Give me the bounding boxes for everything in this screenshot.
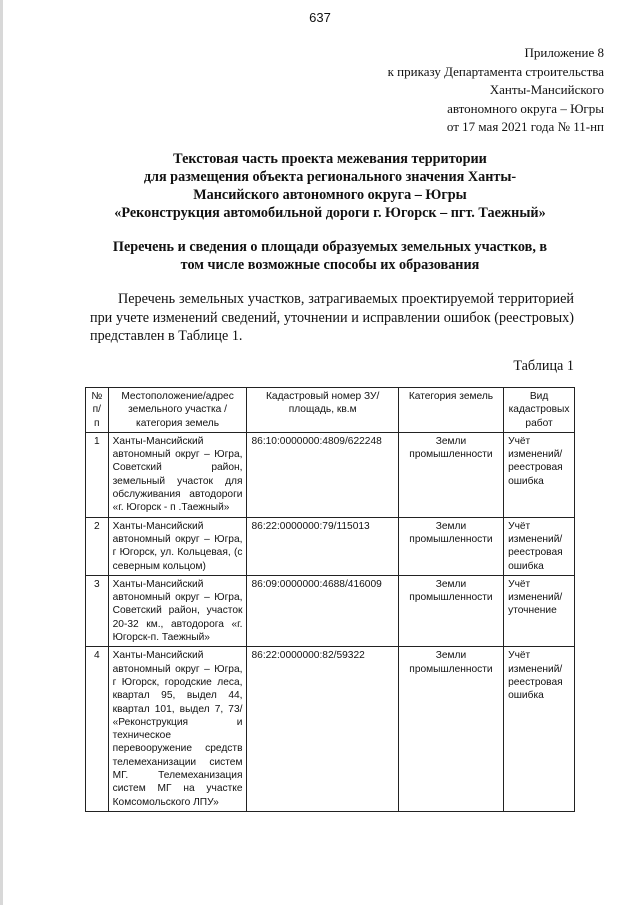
table-caption: Таблица 1 [513,358,574,374]
header-work: Вид кадастровых работ [504,388,575,433]
page-number: 637 [309,10,331,25]
title-line: для размещения объекта регионального значения Ханты- [143,169,517,185]
heading-line: Перечень и сведения о площади образуемых земельных участков, в [112,239,548,255]
cell-category: Земли промышленности [398,647,503,812]
heading-line: том числе возможные способы их образования [180,257,480,273]
appendix-line: от 17 мая 2021 года № 11-нп [446,119,604,134]
appendix-line: к приказу Департамента строительства [387,63,604,79]
appendix-line: Приложение 8 [524,45,604,60]
table-row [86,575,575,646]
cell-num: 2 [86,517,109,575]
scan-edge [0,0,3,905]
cell-num: 3 [86,575,109,646]
table-header-row [86,388,575,433]
table-row [86,432,575,517]
cell-work: Учёт изменений/ реестровая ошибка [504,647,575,812]
table-row [86,517,575,575]
cell-category: Земли промышленности [398,575,503,646]
cell-location: Ханты-Мансийский автономный округ – Югра, г Югорск, городские леса, квартал 95, выдел 44, квартал 101, выдел 7, 73/ «Реконструкция и техническое перевооружение средств телемеханизации систем МГ. Телемеханизация систем МГ на участке Комсомольского ЛПУ» [108,647,247,812]
header-num: № п/п [86,388,109,433]
appendix-header [388,44,604,137]
cell-work: Учёт изменений/ реестровая ошибка [504,432,575,517]
appendix-line: автономного округа – Югры [447,100,604,116]
cell-location: Ханты-Мансийский автономный округ – Югра, г Югорск, ул. Кольцевая, (с северным кольцом) [108,517,247,575]
cell-category: Земли промышленности [398,432,503,517]
cell-num: 1 [86,432,109,517]
document-title [60,150,600,222]
cell-work: Учёт изменений/ реестровая ошибка [504,517,575,575]
cell-cadastral: 86:09:0000000:4688/416009 [247,575,398,646]
cell-cadastral: 86:22:0000000:82/59322 [247,647,398,812]
header-location: Местоположение/адрес земельного участка /категория земель [108,388,247,433]
cell-location: Ханты-Мансийский автономный округ – Югра, Советский район, земельный участок для обслуживания автодороги «г. Югорск - п .Таежный» [108,432,247,517]
header-category: Категория земель [398,388,503,433]
title-line: Мансийского автономного округа – Югры [193,187,467,203]
cell-cadastral: 86:10:0000000:4809/622248 [247,432,398,517]
title-line: «Реконструкция автомобильной дороги г. Югорск – пгт. Таежный» [114,205,546,221]
appendix-line: Ханты-Мансийского [489,82,604,97]
header-cadastral: Кадастровый номер ЗУ/площадь, кв.м [247,388,398,433]
land-plots-table [85,387,575,812]
title-line: Текстовая часть проекта межевания территории [173,151,487,167]
cell-num: 4 [86,647,109,812]
cell-location: Ханты-Мансийский автономный округ – Югра, Советский район, участок 20-32 км., автодорога «г. Югорск-п. Таежный» [108,575,247,646]
table-row [86,647,575,812]
intro-paragraph: Перечень земельных участков, затрагиваемых проектируемой территорией при учете изменений сведений, уточнении и исправлении ошибок (реестровых) представлен в Таблице 1. [90,291,574,345]
cell-category: Земли промышленности [398,517,503,575]
cell-cadastral: 86:22:0000000:79/115013 [247,517,398,575]
section-heading [60,238,600,274]
cell-work: Учёт изменений/ уточнение [504,575,575,646]
